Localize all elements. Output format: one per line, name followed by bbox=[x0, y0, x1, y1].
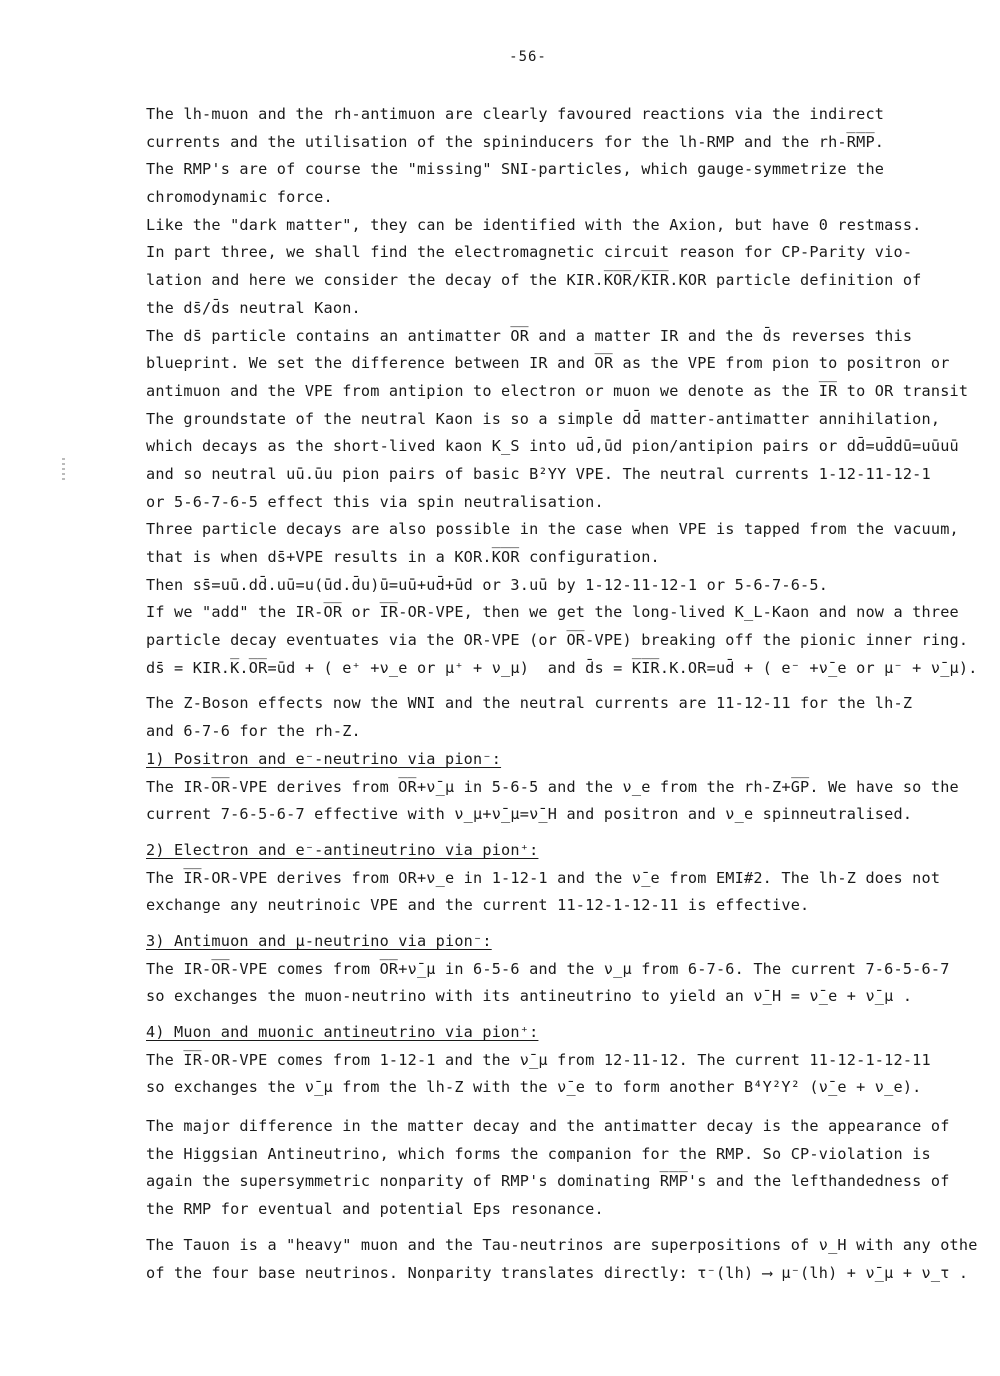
paragraph-1 bbox=[146, 101, 936, 212]
text-line: The Tauon is a "heavy" muon and the Tau-neutrinos are superpositions of ν_H with any othe bbox=[146, 1235, 978, 1254]
text-line: chromodynamic force. bbox=[146, 188, 333, 207]
text-line: The IR-O̅R̅-VPE comes from O̅R̅+ν̄_μ in 6-5-6 and the ν_μ from 6-7-6. The current 7-6-5-6-7 bbox=[146, 959, 950, 978]
paragraph-4 bbox=[146, 516, 978, 682]
text-line: The Z-Boson effects now the WNI and the neutral currents are 11-12-11 for the lh-Z bbox=[146, 694, 913, 713]
text-line: the Higgsian Antineutrino, which forms the companion for the RMP. So CP-violation is bbox=[146, 1144, 931, 1163]
document-body bbox=[146, 101, 978, 1287]
text-line: of the four base neutrinos. Nonparity translates directly: τ⁻(lh) ⟶ μ⁻(lh) + ν̄_μ + ν_τ . bbox=[146, 1263, 969, 1282]
text-line: the RMP for eventual and potential Eps resonance. bbox=[146, 1200, 604, 1219]
paragraph-3 bbox=[146, 323, 969, 517]
case-heading: 1) Positron and e⁻-neutrino via pion⁻: bbox=[146, 749, 502, 768]
text-line: so exchanges the muon-neutrino with its antineutrino to yield an ν̄_H = ν̄_e + ν̄_μ . bbox=[146, 987, 913, 1006]
scan-speck bbox=[62, 458, 65, 480]
case-1 bbox=[146, 746, 959, 829]
paragraph-2 bbox=[146, 212, 936, 323]
text-line: current 7-6-5-6-7 effective with ν_μ+ν̄_μ=ν̄_H and positron and ν_e spinneutralised. bbox=[146, 805, 913, 824]
case-3 bbox=[146, 928, 950, 1011]
case-heading: 3) Antimuon and μ-neutrino via pion⁻: bbox=[146, 931, 492, 950]
text-line: Like the "dark matter", they can be identified with the Axion, but have 0 restmass. bbox=[146, 215, 922, 234]
text-line: The lh-muon and the rh-antimuon are clearly favoured reactions via the indirect bbox=[146, 105, 885, 123]
text-line: The IR-O̅R̅-VPE derives from O̅R̅+ν̄_μ in 5-6-5 and the ν_e from the rh-Z+G̅P̅. We have so the bbox=[146, 777, 959, 796]
case-heading: 2) Electron and e⁻-antineutrino via pion⁺: bbox=[146, 840, 539, 859]
text-line: so exchanges the ν̄_μ from the lh-Z with the ν̄_e to form another B⁴Y²Y² (ν̄_e + ν_e). bbox=[146, 1078, 922, 1097]
text-line: the ds̄/d̄s neutral Kaon. bbox=[146, 298, 361, 317]
text-line: The I̅R̅-OR-VPE comes from 1-12-1 and the ν̄_μ from 12-11-12. The current 11-12-1-12-11 bbox=[146, 1050, 931, 1069]
text-line: particle decay eventuates via the OR-VPE (or O̅R̅-VPE) breaking off the pionic inner ring. bbox=[146, 631, 969, 650]
text-line: antimuon and the VPE from antipion to electron or muon we denote as the I̅R̅ to OR transit bbox=[146, 381, 969, 400]
closing-paragraph-2 bbox=[146, 1232, 978, 1287]
text-line: and so neutral uū.ūu pion pairs of basic B²YY VPE. The neutral currents 1-12-11-12-1 bbox=[146, 464, 931, 483]
text-line: In part three, we shall find the electromagnetic circuit reason for CP-Parity vio- bbox=[146, 243, 913, 262]
text-line: currents and the utilisation of the spininducers for the lh-RMP and the rh-R̅M̅P̅. bbox=[146, 132, 885, 151]
text-line: The RMP's are of course the "missing" SNI-particles, which gauge-symmetrize the bbox=[146, 160, 885, 179]
text-line: or 5-6-7-6-5 effect this via spin neutralisation. bbox=[146, 492, 604, 511]
case-heading: 4) Muon and muonic antineutrino via pion⁺: bbox=[146, 1023, 539, 1041]
text-line: lation and here we consider the decay of the KIR.K̅O̅R̅/K̅I̅R̅.KOR particle definition of bbox=[146, 271, 922, 290]
case-4 bbox=[146, 1019, 936, 1102]
page-number: -56- bbox=[509, 49, 547, 65]
text-line: blueprint. We set the difference between IR and O̅R̅ as the VPE from pion to positron or bbox=[146, 354, 950, 373]
text-line: The groundstate of the neutral Kaon is so a simple dd̄ matter-antimatter annihilation, bbox=[146, 409, 941, 428]
paragraph-5 bbox=[146, 690, 936, 745]
text-line: that is when ds̄+VPE results in a KOR.K̅O̅R̅ configuration. bbox=[146, 548, 660, 566]
text-line: The ds̄ particle contains an antimatter O̅R̅ and a matter IR and the d̄s reverses this bbox=[146, 326, 913, 345]
text-line: ds̄ = KIR.K̅.O̅R̅=ūd + ( e⁺ +ν_e or μ⁺ + ν_μ) and d̄s = K̅I̅R̅.K.OR=ud̄ + ( e⁻ +ν̄_e or μ⁻ + ν̄_μ). bbox=[146, 658, 978, 677]
text-line: Three particle decays are also possible in the case when VPE is tapped from the vacuum, bbox=[146, 520, 959, 539]
text-line: The I̅R̅-OR-VPE derives from OR+ν_e in 1-12-1 and the ν̄_e from EMI#2. The lh-Z does not bbox=[146, 868, 941, 887]
text-line: and 6-7-6 for the rh-Z. bbox=[146, 722, 361, 741]
closing-paragraph-1 bbox=[146, 1113, 950, 1224]
text-line: The major difference in the matter decay and the antimatter decay is the appearance of bbox=[146, 1117, 950, 1136]
text-line: Then ss̄=uū.dd̄.uū=u(ūd.d̄u)ū=uū+ud̄+ūd or 3.uū by 1-12-11-12-1 or 5-6-7-6-5. bbox=[146, 575, 829, 594]
text-line: which decays as the short-lived kaon K_S into ud̄,ūd pion/antipion pairs or dd̄=ud̄dū=uūuū bbox=[146, 437, 959, 456]
text-line: exchange any neutrinoic VPE and the current 11-12-1-12-11 is effective. bbox=[146, 896, 810, 915]
case-2 bbox=[146, 837, 941, 920]
text-line: If we "add" the IR-O̅R̅ or I̅R̅-OR-VPE, then we get the long-lived K_L-Kaon and now a three bbox=[146, 603, 959, 622]
text-line: again the supersymmetric nonparity of RMP's dominating R̅M̅P̅'s and the lefthandedness of bbox=[146, 1172, 950, 1191]
